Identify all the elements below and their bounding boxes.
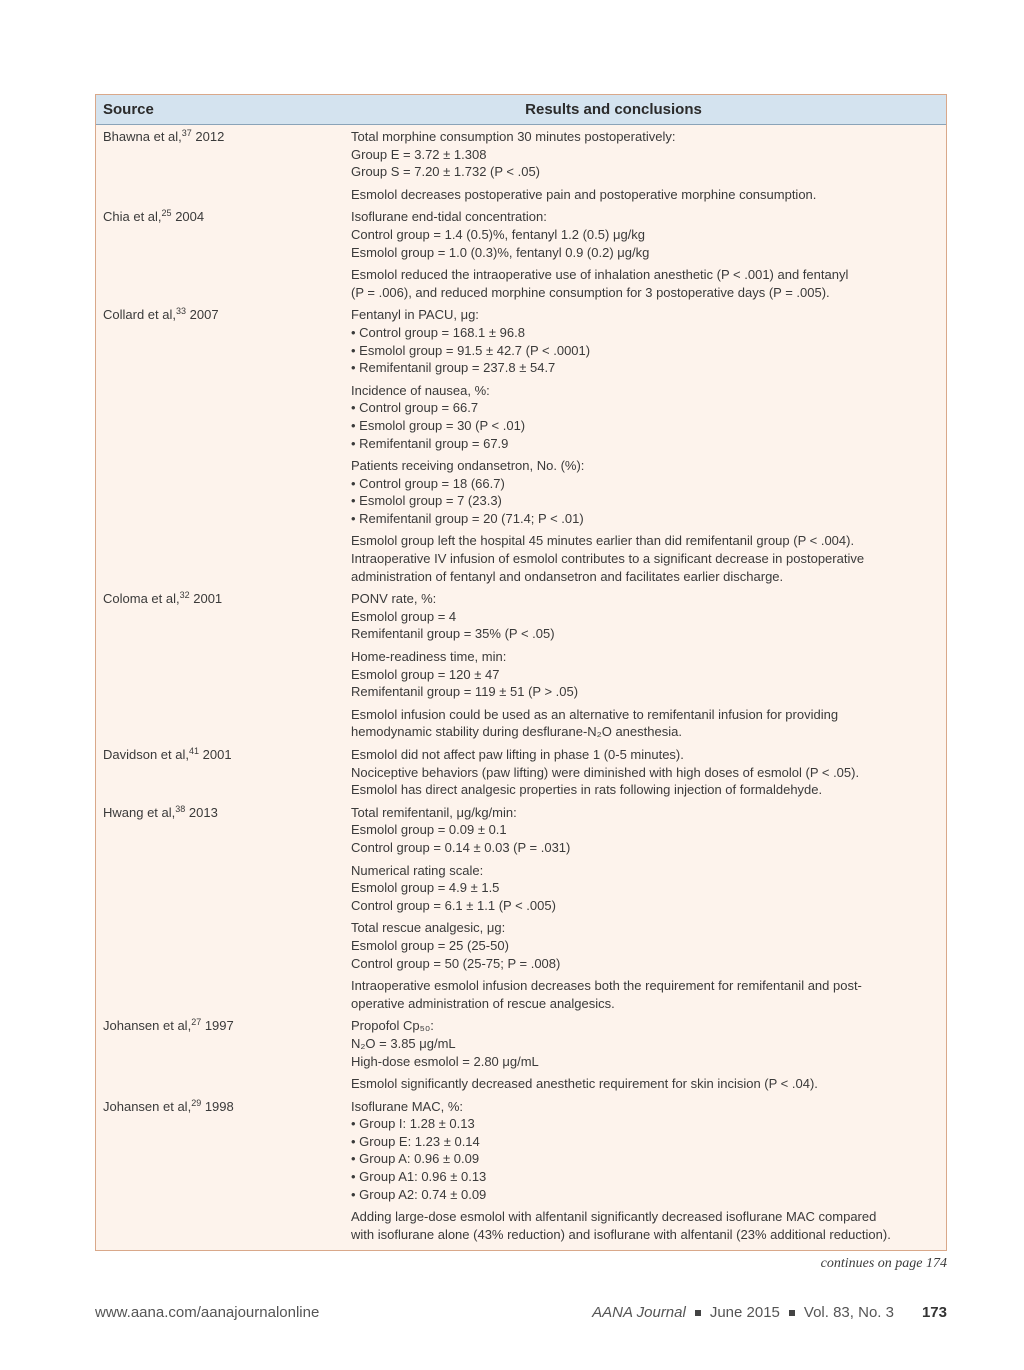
source-author: Bhawna et al, xyxy=(103,129,182,144)
footer-website: www.aana.com/aanajournalonline xyxy=(95,1304,320,1321)
result-line: Total rescue analgesic, μg: xyxy=(351,920,506,936)
source-cell xyxy=(96,746,351,804)
source-author: Coloma et al, xyxy=(103,591,180,607)
results-cell xyxy=(351,746,946,804)
footer-date: June 2015 xyxy=(709,1304,780,1321)
result-line: Adding large-dose esmolol with alfentanil significantly decreased isoflurane MAC compared xyxy=(351,1209,877,1225)
continuation-note: continues on page 174 xyxy=(820,1256,947,1271)
result-line: • Group A1: 0.96 ± 0.13 xyxy=(351,1169,487,1185)
source-year: 2012 xyxy=(195,129,225,144)
result-line: Home-readiness time, min: xyxy=(351,649,507,665)
result-line: Group E = 3.72 ± 1.308 xyxy=(351,146,487,162)
reference-number: 33 xyxy=(175,306,186,317)
source-year: 2004 xyxy=(175,209,205,225)
result-line: • Esmolol group = 7 (23.3) xyxy=(351,493,502,509)
separator-square-icon xyxy=(789,1310,795,1316)
table-row xyxy=(96,128,946,208)
result-line: • Control group = 18 (66.7) xyxy=(351,475,505,491)
source-cell xyxy=(96,208,351,306)
results-cell xyxy=(351,1098,946,1249)
result-line: Total remifentanil, μg/kg/min: xyxy=(351,804,517,820)
result-line: Control group = 1.4 (0.5)%, fentanyl 1.2 (0.5) μg/kg xyxy=(351,226,646,242)
result-line: Esmolol group = 4.9 ± 1.5 xyxy=(351,880,500,896)
result-line: PONV rate, %: xyxy=(351,591,437,607)
table-row xyxy=(96,1098,946,1249)
result-line: administration of fentanyl and ondansetron and facilitates earlier discharge. xyxy=(351,568,784,584)
table-row xyxy=(96,804,946,1018)
result-line: Esmolol group = 25 (25-50) xyxy=(351,937,509,953)
result-line: Esmolol group = 0.09 ± 0.1 xyxy=(351,822,507,838)
reference-number: 38 xyxy=(175,803,186,814)
table-body xyxy=(96,125,946,1250)
header-source: Source xyxy=(103,101,154,118)
results-cell xyxy=(351,1017,946,1097)
table-row xyxy=(96,1017,946,1097)
source-year: 2013 xyxy=(188,804,218,820)
results-cell xyxy=(351,208,946,306)
source-year: 2001 xyxy=(193,591,223,607)
source-author: Hwang et al, xyxy=(103,804,176,820)
result-block xyxy=(351,746,942,799)
result-line: Fentanyl in PACU, μg: xyxy=(351,307,479,323)
result-block xyxy=(351,706,942,741)
source-author: Davidson et al, xyxy=(103,747,189,762)
source-cell xyxy=(96,1098,351,1249)
result-line: • Control group = 66.7 xyxy=(351,400,479,416)
reference-number: 41 xyxy=(189,746,200,756)
results-table xyxy=(95,94,947,1251)
result-block xyxy=(351,128,942,181)
result-line: Nociceptive behaviors (paw lifting) were diminished with high doses of esmolol (P < .05). xyxy=(351,764,860,780)
page-footer xyxy=(95,1304,947,1321)
reference-number: 37 xyxy=(181,128,192,138)
result-line: Group S = 7.20 ± 1.732 (P < .05) xyxy=(351,164,541,180)
result-line: • Group E: 1.23 ± 0.14 xyxy=(351,1133,480,1149)
separator-square-icon xyxy=(695,1310,701,1316)
footer-journal: AANA Journal xyxy=(592,1304,686,1321)
source-cell xyxy=(96,804,351,1018)
result-block xyxy=(351,306,942,376)
table-header xyxy=(96,95,946,125)
result-block xyxy=(351,648,942,701)
result-line: N₂O = 3.85 μg/mL xyxy=(351,1035,456,1051)
result-line: • Group I: 1.28 ± 0.13 xyxy=(351,1116,475,1132)
result-block xyxy=(351,457,942,527)
result-line: Intraoperative IV infusion of esmolol contributes to a significant decrease in postoperative xyxy=(351,551,865,567)
result-line: hemodynamic stability during desflurane-N₂O anesthesia. xyxy=(351,724,682,740)
result-line: Intraoperative esmolol infusion decreases both the requirement for remifentanil and post- xyxy=(351,978,862,994)
result-block xyxy=(351,1098,942,1204)
result-line: operative administration of rescue analgesics. xyxy=(351,995,615,1011)
result-line: • Remifentanil group = 237.8 ± 54.7 xyxy=(351,360,556,376)
result-block xyxy=(351,919,942,972)
results-cell xyxy=(351,128,946,208)
header-results: Results and conclusions xyxy=(525,101,702,118)
result-line: Control group = 50 (25-75; P = .008) xyxy=(351,955,561,971)
source-author: Collard et al, xyxy=(103,307,176,323)
source-author: Johansen et al, xyxy=(103,1098,192,1114)
result-line: Esmolol group left the hospital 45 minutes earlier than did remifentanil group (P < .004). xyxy=(351,533,855,549)
source-year: 2001 xyxy=(202,747,232,762)
reference-number: 25 xyxy=(161,208,172,219)
source-year: 2007 xyxy=(189,307,219,323)
reference-number: 27 xyxy=(191,1017,202,1028)
source-cell xyxy=(96,306,351,590)
source-year: 1997 xyxy=(204,1018,234,1034)
result-block xyxy=(351,1075,942,1093)
source-author: Chia et al, xyxy=(103,209,162,225)
results-cell xyxy=(351,804,946,1018)
result-block xyxy=(351,1208,942,1243)
table-row xyxy=(96,208,946,306)
result-block xyxy=(351,186,942,204)
result-line: Esmolol decreases postoperative pain and postoperative morphine consumption. xyxy=(351,186,817,202)
result-block xyxy=(351,862,942,915)
result-block xyxy=(351,804,942,857)
result-line: Isoflurane end-tidal concentration: xyxy=(351,209,547,225)
result-block xyxy=(351,977,942,1012)
reference-number: 32 xyxy=(179,590,190,601)
results-cell xyxy=(351,306,946,590)
page-number: 173 xyxy=(921,1304,947,1321)
result-line: High-dose esmolol = 2.80 μg/mL xyxy=(351,1053,539,1069)
result-line: • Group A: 0.96 ± 0.09 xyxy=(351,1151,480,1167)
result-block xyxy=(351,590,942,643)
result-line: • Esmolol group = 91.5 ± 42.7 (P < .0001) xyxy=(351,342,591,358)
result-block xyxy=(351,532,942,585)
result-line: (P = .006), and reduced morphine consumption for 3 postoperative days (P = .005). xyxy=(351,284,830,300)
result-line: Esmolol reduced the intraoperative use of inhalation anesthetic (P < .001) and fentanyl xyxy=(351,267,849,283)
source-author: Johansen et al, xyxy=(103,1018,192,1034)
result-block xyxy=(351,382,942,452)
table-row xyxy=(96,590,946,746)
result-line: Esmolol significantly decreased anesthetic requirement for skin incision (P < .04). xyxy=(351,1076,818,1092)
result-line: • Remifentanil group = 67.9 xyxy=(351,435,509,451)
result-line: • Group A2: 0.74 ± 0.09 xyxy=(351,1186,487,1202)
result-line: with isoflurane alone (43% reduction) and isoflurane with alfentanil (23% additional reduction). xyxy=(351,1226,891,1242)
result-line: Control group = 6.1 ± 1.1 (P < .005) xyxy=(351,897,556,913)
source-cell xyxy=(96,1017,351,1097)
result-line: Remifentanil group = 35% (P < .05) xyxy=(351,626,555,642)
result-line: Remifentanil group = 119 ± 51 (P > .05) xyxy=(351,684,579,700)
result-block xyxy=(351,208,942,261)
result-line: Numerical rating scale: xyxy=(351,862,484,878)
result-line: Incidence of nausea, %: xyxy=(351,382,490,398)
footer-volume: Vol. 83, No. 3 xyxy=(803,1304,894,1321)
result-line: Esmolol group = 1.0 (0.3)%, fentanyl 0.9 (0.2) μg/kg xyxy=(351,244,650,260)
result-line: Esmolol group = 4 xyxy=(351,608,457,624)
table-row xyxy=(96,306,946,590)
result-line: Propofol Cp₅₀: xyxy=(351,1018,434,1034)
result-block xyxy=(351,266,942,301)
result-line: Esmolol has direct analgesic properties in rats following injection of formaldehyde. xyxy=(351,782,823,798)
result-line: Patients receiving ondansetron, No. (%): xyxy=(351,458,585,474)
result-line: Esmolol infusion could be used as an alternative to remifentanil infusion for providing xyxy=(351,706,839,722)
result-line: • Esmolol group = 30 (P < .01) xyxy=(351,417,526,433)
result-line: Esmolol did not affect paw lifting in phase 1 (0-5 minutes). xyxy=(351,747,684,762)
source-year: 1998 xyxy=(204,1098,234,1114)
result-line: Esmolol group = 120 ± 47 xyxy=(351,666,500,682)
result-block xyxy=(351,1017,942,1070)
reference-number: 29 xyxy=(191,1097,202,1108)
result-line: Total morphine consumption 30 minutes postoperatively: xyxy=(351,129,676,144)
result-line: Isoflurane MAC, %: xyxy=(351,1098,463,1114)
result-line: • Remifentanil group = 20 (71.4; P < .01) xyxy=(351,510,584,526)
source-cell xyxy=(96,590,351,746)
source-cell xyxy=(96,128,351,208)
results-cell xyxy=(351,590,946,746)
result-line: • Control group = 168.1 ± 96.8 xyxy=(351,324,525,340)
result-line: Control group = 0.14 ± 0.03 (P = .031) xyxy=(351,839,571,855)
table-row xyxy=(96,746,946,804)
